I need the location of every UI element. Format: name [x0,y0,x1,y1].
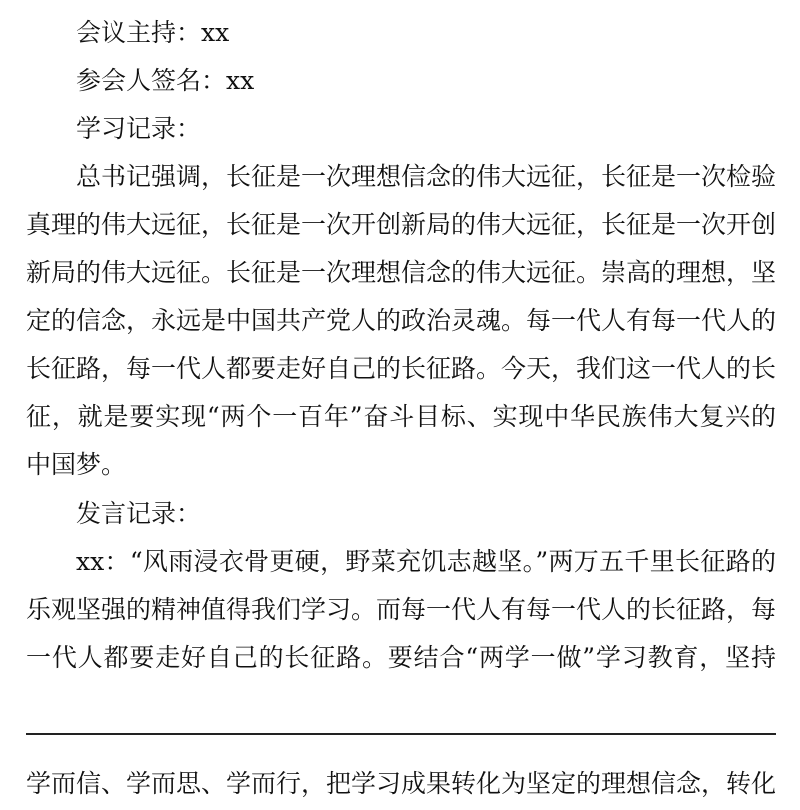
study-record-line: 征，就是要实现“两个一百年”奋斗目标、实现中华民族伟大复兴的 [26,402,776,431]
attendee-signature-line: 参会人签名：xx [76,66,255,95]
speech-record-heading: 发言记录： [76,499,202,528]
page-break-divider [26,733,776,735]
study-record-line: 新局的伟大远征。长征是一次理想信念的伟大远征。崇高的理想，坚 [26,258,777,287]
speech-record-line: xx：“风雨浸衣骨更硬，野菜充饥志越坚。”两万五千里长征路的 [76,547,776,576]
study-record-heading: 学习记录： [76,114,202,143]
speech-record-line: 一代人都要走好自己的长征路。要结合“两学一做”学习教育，坚持 [26,643,776,672]
study-record-line: 真理的伟大远征，长征是一次开创新局的伟大远征，长征是一次开创 [26,210,777,239]
next-page-line: 学而信、学而思、学而行，把学习成果转化为坚定的理想信念，转化 [26,769,777,798]
study-record-line: 定的信念，永远是中国共产党人的政治灵魂。每一代人有每一代人的 [26,306,777,335]
study-record-line: 长征路，每一代人都要走好自己的长征路。今天，我们这一代人的长 [26,354,777,383]
study-record-line: 总书记强调，长征是一次理想信念的伟大远征，长征是一次检验 [76,162,777,191]
study-record-line: 中国梦。 [26,450,127,479]
speech-record-line: 乐观坚强的精神值得我们学习。而每一代人有每一代人的长征路，每 [26,595,777,624]
meeting-host-line: 会议主持：xx [76,18,230,47]
